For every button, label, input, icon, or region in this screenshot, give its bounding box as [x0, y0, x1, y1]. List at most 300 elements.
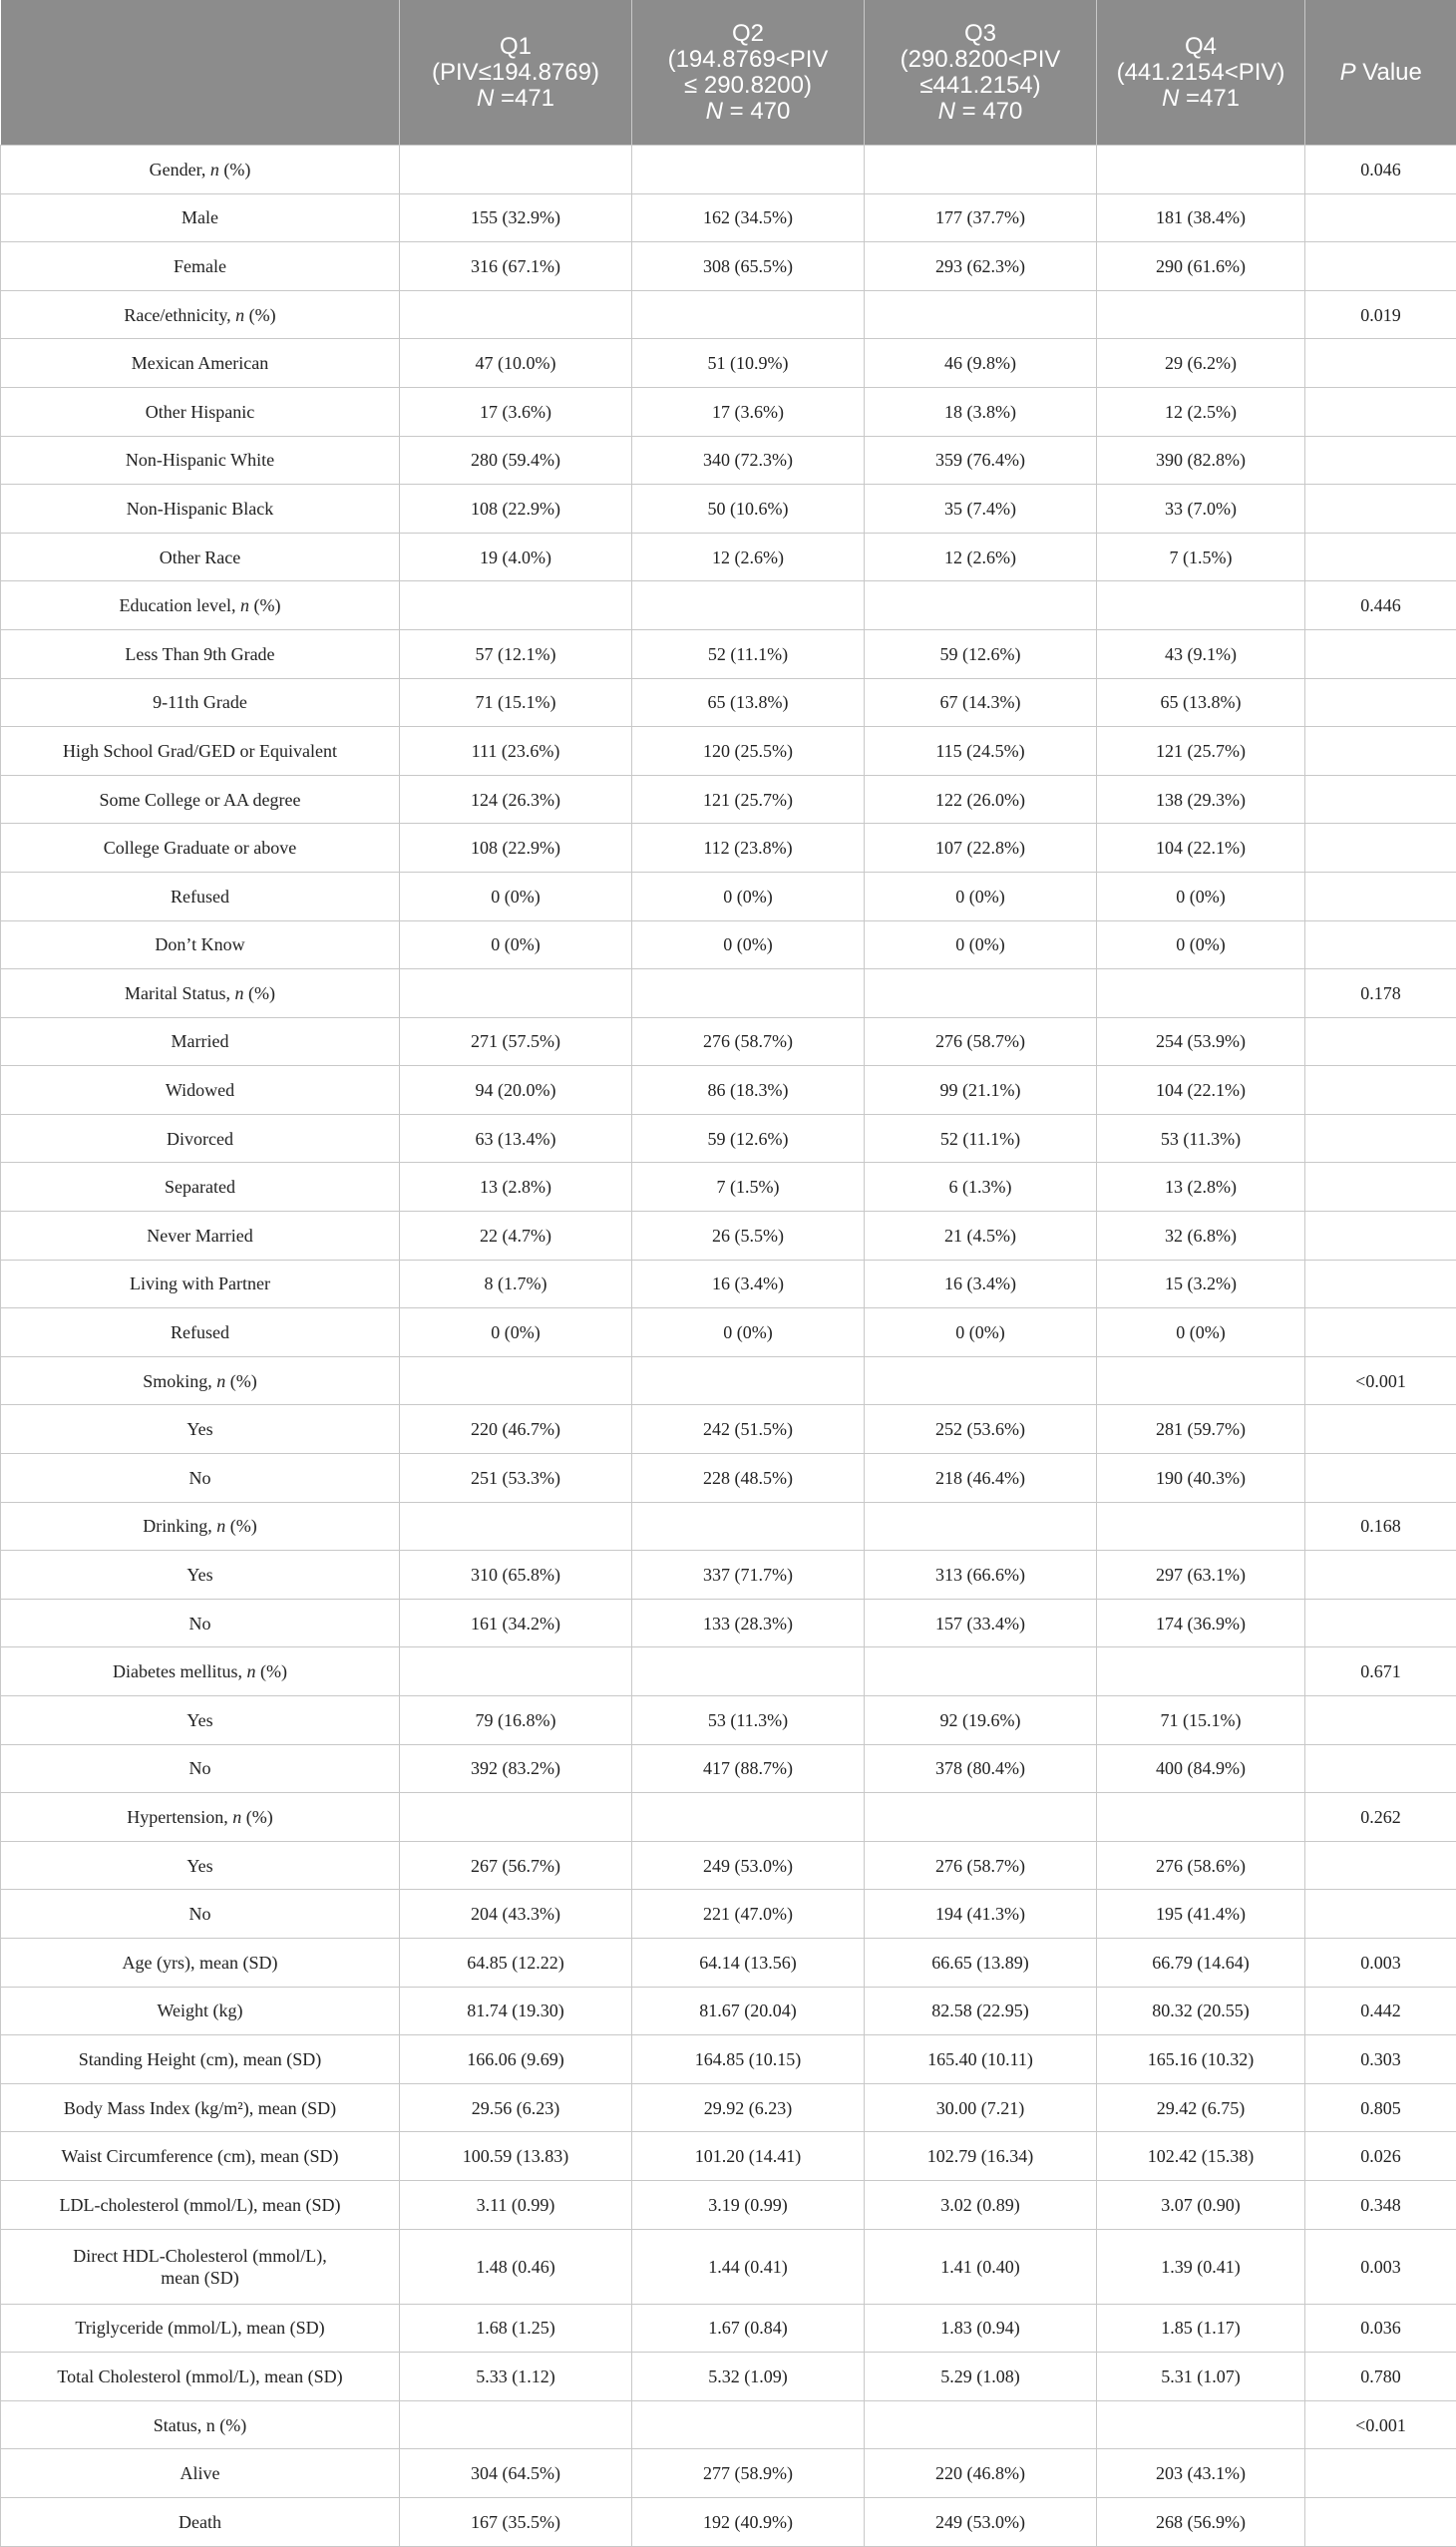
- table-row: [1, 2035, 1456, 2084]
- q2-cell: [632, 1793, 865, 1842]
- table-row: [1, 1163, 1456, 1212]
- table-row: [1, 436, 1456, 485]
- q2-cell: 53 (11.3%): [632, 1696, 865, 1745]
- q3-cell: 35 (7.4%): [865, 485, 1097, 534]
- q1-cell: 220 (46.7%): [400, 1405, 632, 1454]
- q3-cell: 107 (22.8%): [865, 824, 1097, 873]
- row-label: Waist Circumference (cm), mean (SD): [1, 2132, 400, 2181]
- table-row: [1, 872, 1456, 920]
- q1-cell: [400, 1647, 632, 1696]
- row-label: Don’t Know: [1, 920, 400, 969]
- table-row: [1, 146, 1456, 194]
- q1-cell: 64.85 (12.22): [400, 1938, 632, 1987]
- table-body: [1, 146, 1456, 2547]
- q4-cell: [1097, 581, 1305, 630]
- q4-cell: 7 (1.5%): [1097, 533, 1305, 581]
- p-value-cell: [1305, 1405, 1456, 1454]
- q3-cell: 157 (33.4%): [865, 1599, 1097, 1647]
- q4-cell: 1.85 (1.17): [1097, 2304, 1305, 2353]
- q4-cell: 268 (56.9%): [1097, 2497, 1305, 2546]
- row-label: Male: [1, 193, 400, 242]
- q2-cell: 65 (13.8%): [632, 678, 865, 727]
- p-value-cell: 0.168: [1305, 1502, 1456, 1551]
- q1-cell: 1.68 (1.25): [400, 2304, 632, 2353]
- p-value-cell: <0.001: [1305, 2400, 1456, 2449]
- q1-cell: 167 (35.5%): [400, 2497, 632, 2546]
- q4-cell: 32 (6.8%): [1097, 1212, 1305, 1261]
- row-label: 9-11th Grade: [1, 678, 400, 727]
- q2-cell: 121 (25.7%): [632, 775, 865, 824]
- q1-cell: 280 (59.4%): [400, 436, 632, 485]
- table-row: [1, 387, 1456, 436]
- q2-cell: [632, 2400, 865, 2449]
- q3-cell: 52 (11.1%): [865, 1114, 1097, 1163]
- q4-cell: 121 (25.7%): [1097, 727, 1305, 776]
- table-row: [1, 2180, 1456, 2229]
- p-value-cell: [1305, 678, 1456, 727]
- q2-cell: 50 (10.6%): [632, 485, 865, 534]
- q3-cell: 99 (21.1%): [865, 1066, 1097, 1115]
- q2-cell: 337 (71.7%): [632, 1551, 865, 1600]
- q4-cell: 276 (58.6%): [1097, 1841, 1305, 1890]
- q1-cell: 155 (32.9%): [400, 193, 632, 242]
- q3-cell: 0 (0%): [865, 872, 1097, 920]
- q3-cell: 378 (80.4%): [865, 1744, 1097, 1793]
- q3-cell: 59 (12.6%): [865, 629, 1097, 678]
- q4-cell: 138 (29.3%): [1097, 775, 1305, 824]
- header-row: [1, 0, 1456, 146]
- q1-cell: 22 (4.7%): [400, 1212, 632, 1261]
- q3-cell: [865, 1356, 1097, 1405]
- row-label: Race/ethnicity, n (%): [1, 290, 400, 339]
- q1-cell: [400, 969, 632, 1018]
- q2-cell: 120 (25.5%): [632, 727, 865, 776]
- q4-cell: 0 (0%): [1097, 920, 1305, 969]
- row-label: Triglyceride (mmol/L), mean (SD): [1, 2304, 400, 2353]
- q1-cell: [400, 1356, 632, 1405]
- q2-cell: 221 (47.0%): [632, 1890, 865, 1939]
- p-value-cell: [1305, 1308, 1456, 1357]
- table-row: [1, 2353, 1456, 2401]
- p-value-cell: [1305, 1696, 1456, 1745]
- p-value-cell: [1305, 1551, 1456, 1600]
- q3-cell: 122 (26.0%): [865, 775, 1097, 824]
- q3-cell: 46 (9.8%): [865, 339, 1097, 388]
- q3-cell: 220 (46.8%): [865, 2449, 1097, 2498]
- row-label: Hypertension, n (%): [1, 1793, 400, 1842]
- q2-cell: 0 (0%): [632, 1308, 865, 1357]
- header-p-value: P Value: [1305, 0, 1456, 146]
- q4-cell: 190 (40.3%): [1097, 1454, 1305, 1503]
- q3-cell: [865, 1502, 1097, 1551]
- p-value-cell: 0.036: [1305, 2304, 1456, 2353]
- q3-cell: 0 (0%): [865, 1308, 1097, 1357]
- q2-cell: 162 (34.5%): [632, 193, 865, 242]
- q4-cell: 165.16 (10.32): [1097, 2035, 1305, 2084]
- p-value-cell: 0.026: [1305, 2132, 1456, 2181]
- q4-cell: 15 (3.2%): [1097, 1260, 1305, 1308]
- table-row: [1, 775, 1456, 824]
- q3-cell: 6 (1.3%): [865, 1163, 1097, 1212]
- p-value-cell: 0.303: [1305, 2035, 1456, 2084]
- p-value-cell: [1305, 1841, 1456, 1890]
- p-value-cell: [1305, 485, 1456, 534]
- q4-cell: [1097, 969, 1305, 1018]
- row-label: Education level, n (%): [1, 581, 400, 630]
- q4-cell: 5.31 (1.07): [1097, 2353, 1305, 2401]
- table-row: [1, 1841, 1456, 1890]
- q2-cell: 133 (28.3%): [632, 1599, 865, 1647]
- q3-cell: 5.29 (1.08): [865, 2353, 1097, 2401]
- table-row: [1, 629, 1456, 678]
- q2-cell: 5.32 (1.09): [632, 2353, 865, 2401]
- q1-cell: 161 (34.2%): [400, 1599, 632, 1647]
- p-value-cell: [1305, 1454, 1456, 1503]
- q2-cell: [632, 1647, 865, 1696]
- q1-cell: 57 (12.1%): [400, 629, 632, 678]
- row-label: Direct HDL-Cholesterol (mmol/L), mean (SD): [1, 2229, 400, 2304]
- q1-cell: [400, 581, 632, 630]
- table-row: [1, 1647, 1456, 1696]
- q2-cell: 26 (5.5%): [632, 1212, 865, 1261]
- header-q4: Q4 (441.2154<PIV) N =471: [1097, 0, 1305, 146]
- q2-cell: 16 (3.4%): [632, 1260, 865, 1308]
- q4-cell: 195 (41.4%): [1097, 1890, 1305, 1939]
- p-value-cell: [1305, 193, 1456, 242]
- table-row: [1, 678, 1456, 727]
- table-row: [1, 727, 1456, 776]
- table-header: [1, 0, 1456, 146]
- row-label: Alive: [1, 2449, 400, 2498]
- p-value-cell: [1305, 920, 1456, 969]
- p-value-cell: [1305, 775, 1456, 824]
- q2-cell: 1.44 (0.41): [632, 2229, 865, 2304]
- q3-cell: 177 (37.7%): [865, 193, 1097, 242]
- row-label: Total Cholesterol (mmol/L), mean (SD): [1, 2353, 400, 2401]
- q3-cell: 102.79 (16.34): [865, 2132, 1097, 2181]
- q4-cell: 29 (6.2%): [1097, 339, 1305, 388]
- q1-cell: 1.48 (0.46): [400, 2229, 632, 2304]
- q4-cell: 65 (13.8%): [1097, 678, 1305, 727]
- q4-cell: 400 (84.9%): [1097, 1744, 1305, 1793]
- q4-cell: [1097, 1356, 1305, 1405]
- q3-cell: 30.00 (7.21): [865, 2083, 1097, 2132]
- q2-cell: 17 (3.6%): [632, 387, 865, 436]
- table-row: [1, 1260, 1456, 1308]
- q3-cell: 194 (41.3%): [865, 1890, 1097, 1939]
- p-value-cell: 0.046: [1305, 146, 1456, 194]
- q1-cell: 304 (64.5%): [400, 2449, 632, 2498]
- q1-cell: 100.59 (13.83): [400, 2132, 632, 2181]
- q1-cell: 63 (13.4%): [400, 1114, 632, 1163]
- q2-cell: 0 (0%): [632, 920, 865, 969]
- q4-cell: 203 (43.1%): [1097, 2449, 1305, 2498]
- q1-cell: [400, 146, 632, 194]
- q4-cell: 0 (0%): [1097, 872, 1305, 920]
- row-label: Female: [1, 242, 400, 291]
- q4-cell: 297 (63.1%): [1097, 1551, 1305, 1600]
- row-label: College Graduate or above: [1, 824, 400, 873]
- q1-cell: 17 (3.6%): [400, 387, 632, 436]
- q3-cell: 18 (3.8%): [865, 387, 1097, 436]
- q4-cell: [1097, 290, 1305, 339]
- row-label: Less Than 9th Grade: [1, 629, 400, 678]
- q4-cell: [1097, 146, 1305, 194]
- p-value-cell: 0.019: [1305, 290, 1456, 339]
- table-row: [1, 1744, 1456, 1793]
- p-value-cell: [1305, 2449, 1456, 2498]
- p-value-cell: 0.671: [1305, 1647, 1456, 1696]
- table-row: [1, 1502, 1456, 1551]
- q3-cell: 16 (3.4%): [865, 1260, 1097, 1308]
- q1-cell: 108 (22.9%): [400, 824, 632, 873]
- q3-cell: [865, 1647, 1097, 1696]
- q3-cell: 218 (46.4%): [865, 1454, 1097, 1503]
- q1-cell: 108 (22.9%): [400, 485, 632, 534]
- q4-cell: [1097, 2400, 1305, 2449]
- q2-cell: [632, 146, 865, 194]
- q3-cell: 165.40 (10.11): [865, 2035, 1097, 2084]
- q3-cell: [865, 581, 1097, 630]
- row-label: Yes: [1, 1405, 400, 1454]
- p-value-cell: 0.446: [1305, 581, 1456, 630]
- table-row: [1, 920, 1456, 969]
- p-value-cell: [1305, 339, 1456, 388]
- table-row: [1, 1114, 1456, 1163]
- q1-cell: 79 (16.8%): [400, 1696, 632, 1745]
- table-row: [1, 1890, 1456, 1939]
- q2-cell: 81.67 (20.04): [632, 1987, 865, 2035]
- q4-cell: 0 (0%): [1097, 1308, 1305, 1357]
- q2-cell: 249 (53.0%): [632, 1841, 865, 1890]
- table-row: [1, 1356, 1456, 1405]
- row-label: Non-Hispanic Black: [1, 485, 400, 534]
- p-value-cell: [1305, 872, 1456, 920]
- q3-cell: 82.58 (22.95): [865, 1987, 1097, 2035]
- row-label: Gender, n (%): [1, 146, 400, 194]
- q1-cell: 8 (1.7%): [400, 1260, 632, 1308]
- q4-cell: 43 (9.1%): [1097, 629, 1305, 678]
- row-label: No: [1, 1454, 400, 1503]
- row-label: Marital Status, n (%): [1, 969, 400, 1018]
- q2-cell: 86 (18.3%): [632, 1066, 865, 1115]
- q1-cell: 316 (67.1%): [400, 242, 632, 291]
- q1-cell: 271 (57.5%): [400, 1017, 632, 1066]
- q1-cell: 13 (2.8%): [400, 1163, 632, 1212]
- q1-cell: 0 (0%): [400, 1308, 632, 1357]
- q2-cell: 164.85 (10.15): [632, 2035, 865, 2084]
- row-label: Never Married: [1, 1212, 400, 1261]
- q1-cell: 310 (65.8%): [400, 1551, 632, 1600]
- q4-cell: 13 (2.8%): [1097, 1163, 1305, 1212]
- p-value-cell: [1305, 629, 1456, 678]
- q2-cell: 59 (12.6%): [632, 1114, 865, 1163]
- q4-cell: 290 (61.6%): [1097, 242, 1305, 291]
- q4-cell: 80.32 (20.55): [1097, 1987, 1305, 2035]
- q1-cell: 0 (0%): [400, 872, 632, 920]
- q3-cell: 12 (2.6%): [865, 533, 1097, 581]
- p-value-cell: [1305, 824, 1456, 873]
- p-value-cell: [1305, 1212, 1456, 1261]
- q3-cell: 252 (53.6%): [865, 1405, 1097, 1454]
- q2-cell: 29.92 (6.23): [632, 2083, 865, 2132]
- table-row: [1, 969, 1456, 1018]
- row-label: Weight (kg): [1, 1987, 400, 2035]
- p-value-cell: [1305, 387, 1456, 436]
- table-row: [1, 1405, 1456, 1454]
- row-label: Body Mass Index (kg/m²), mean (SD): [1, 2083, 400, 2132]
- table-row: [1, 2400, 1456, 2449]
- q2-cell: 64.14 (13.56): [632, 1938, 865, 1987]
- q2-cell: 12 (2.6%): [632, 533, 865, 581]
- table-row: [1, 339, 1456, 388]
- q1-cell: 124 (26.3%): [400, 775, 632, 824]
- q3-cell: [865, 1793, 1097, 1842]
- row-label: Non-Hispanic White: [1, 436, 400, 485]
- q1-cell: [400, 2400, 632, 2449]
- row-label: Widowed: [1, 1066, 400, 1115]
- q1-cell: 204 (43.3%): [400, 1890, 632, 1939]
- p-value-cell: [1305, 1744, 1456, 1793]
- q2-cell: 0 (0%): [632, 872, 865, 920]
- p-value-cell: [1305, 1163, 1456, 1212]
- q2-cell: 242 (51.5%): [632, 1405, 865, 1454]
- table-row: [1, 2132, 1456, 2181]
- p-value-cell: <0.001: [1305, 1356, 1456, 1405]
- table-row: [1, 2304, 1456, 2353]
- q4-cell: 12 (2.5%): [1097, 387, 1305, 436]
- q2-cell: 308 (65.5%): [632, 242, 865, 291]
- q1-cell: [400, 1502, 632, 1551]
- p-value-cell: [1305, 242, 1456, 291]
- q3-cell: 67 (14.3%): [865, 678, 1097, 727]
- q3-cell: 1.41 (0.40): [865, 2229, 1097, 2304]
- q1-cell: 251 (53.3%): [400, 1454, 632, 1503]
- table-row: [1, 1308, 1456, 1357]
- row-label: High School Grad/GED or Equivalent: [1, 727, 400, 776]
- p-value-cell: [1305, 533, 1456, 581]
- q1-cell: 166.06 (9.69): [400, 2035, 632, 2084]
- q3-cell: 0 (0%): [865, 920, 1097, 969]
- p-value-cell: 0.178: [1305, 969, 1456, 1018]
- q4-cell: 1.39 (0.41): [1097, 2229, 1305, 2304]
- table-row: [1, 1793, 1456, 1842]
- q2-cell: 112 (23.8%): [632, 824, 865, 873]
- p-value-cell: 0.805: [1305, 2083, 1456, 2132]
- table-row: [1, 581, 1456, 630]
- p-value-cell: [1305, 1114, 1456, 1163]
- header-variable: [1, 0, 400, 146]
- row-label: Yes: [1, 1696, 400, 1745]
- row-label: Drinking, n (%): [1, 1502, 400, 1551]
- table-row: [1, 290, 1456, 339]
- q2-cell: 1.67 (0.84): [632, 2304, 865, 2353]
- row-label: Age (yrs), mean (SD): [1, 1938, 400, 1987]
- q3-cell: 1.83 (0.94): [865, 2304, 1097, 2353]
- q2-cell: 101.20 (14.41): [632, 2132, 865, 2181]
- table-row: [1, 1696, 1456, 1745]
- q1-cell: 0 (0%): [400, 920, 632, 969]
- row-label: Status, n (%): [1, 2400, 400, 2449]
- table-row: [1, 485, 1456, 534]
- q2-cell: 228 (48.5%): [632, 1454, 865, 1503]
- p-value-cell: 0.780: [1305, 2353, 1456, 2401]
- q3-cell: 21 (4.5%): [865, 1212, 1097, 1261]
- q4-cell: 174 (36.9%): [1097, 1599, 1305, 1647]
- q1-cell: 94 (20.0%): [400, 1066, 632, 1115]
- q4-cell: 29.42 (6.75): [1097, 2083, 1305, 2132]
- row-label: Smoking, n (%): [1, 1356, 400, 1405]
- table-row: [1, 1987, 1456, 2035]
- q1-cell: 111 (23.6%): [400, 727, 632, 776]
- table-row: [1, 2497, 1456, 2546]
- q3-cell: 115 (24.5%): [865, 727, 1097, 776]
- row-label: No: [1, 1599, 400, 1647]
- p-value-cell: [1305, 436, 1456, 485]
- row-label: Mexican American: [1, 339, 400, 388]
- q4-cell: [1097, 1793, 1305, 1842]
- q1-cell: 29.56 (6.23): [400, 2083, 632, 2132]
- q2-cell: 3.19 (0.99): [632, 2180, 865, 2229]
- q4-cell: 3.07 (0.90): [1097, 2180, 1305, 2229]
- header-q2: Q2 (194.8769<PIV ≤ 290.8200) N = 470: [632, 0, 865, 146]
- table-row: [1, 533, 1456, 581]
- table-row: [1, 1066, 1456, 1115]
- q2-cell: [632, 1502, 865, 1551]
- q2-cell: [632, 969, 865, 1018]
- q2-cell: 276 (58.7%): [632, 1017, 865, 1066]
- q4-cell: 33 (7.0%): [1097, 485, 1305, 534]
- row-label: No: [1, 1890, 400, 1939]
- q3-cell: [865, 146, 1097, 194]
- table-row: [1, 2449, 1456, 2498]
- q2-cell: 51 (10.9%): [632, 339, 865, 388]
- row-label: Refused: [1, 872, 400, 920]
- p-value-cell: [1305, 1066, 1456, 1115]
- table-row: [1, 1599, 1456, 1647]
- q4-cell: 104 (22.1%): [1097, 824, 1305, 873]
- q1-cell: 81.74 (19.30): [400, 1987, 632, 2035]
- q2-cell: 7 (1.5%): [632, 1163, 865, 1212]
- q1-cell: 392 (83.2%): [400, 1744, 632, 1793]
- header-q3: Q3 (290.8200<PIV ≤441.2154) N = 470: [865, 0, 1097, 146]
- p-value-cell: 0.003: [1305, 1938, 1456, 1987]
- q3-cell: 359 (76.4%): [865, 436, 1097, 485]
- row-label: Separated: [1, 1163, 400, 1212]
- p-value-cell: 0.262: [1305, 1793, 1456, 1842]
- q1-cell: 19 (4.0%): [400, 533, 632, 581]
- table-row: [1, 1017, 1456, 1066]
- q1-cell: 267 (56.7%): [400, 1841, 632, 1890]
- p-value-cell: 0.442: [1305, 1987, 1456, 2035]
- p-value-cell: [1305, 727, 1456, 776]
- row-label: Living with Partner: [1, 1260, 400, 1308]
- p-value-cell: [1305, 1260, 1456, 1308]
- table-row: [1, 242, 1456, 291]
- table-row: [1, 1938, 1456, 1987]
- q3-cell: 276 (58.7%): [865, 1841, 1097, 1890]
- row-label: LDL-cholesterol (mmol/L), mean (SD): [1, 2180, 400, 2229]
- q4-cell: 66.79 (14.64): [1097, 1938, 1305, 1987]
- q3-cell: 249 (53.0%): [865, 2497, 1097, 2546]
- p-value-cell: [1305, 1017, 1456, 1066]
- row-label: Other Hispanic: [1, 387, 400, 436]
- table-row: [1, 1454, 1456, 1503]
- p-value-cell: [1305, 2497, 1456, 2546]
- q1-cell: 47 (10.0%): [400, 339, 632, 388]
- table-row: [1, 193, 1456, 242]
- table-row: [1, 2083, 1456, 2132]
